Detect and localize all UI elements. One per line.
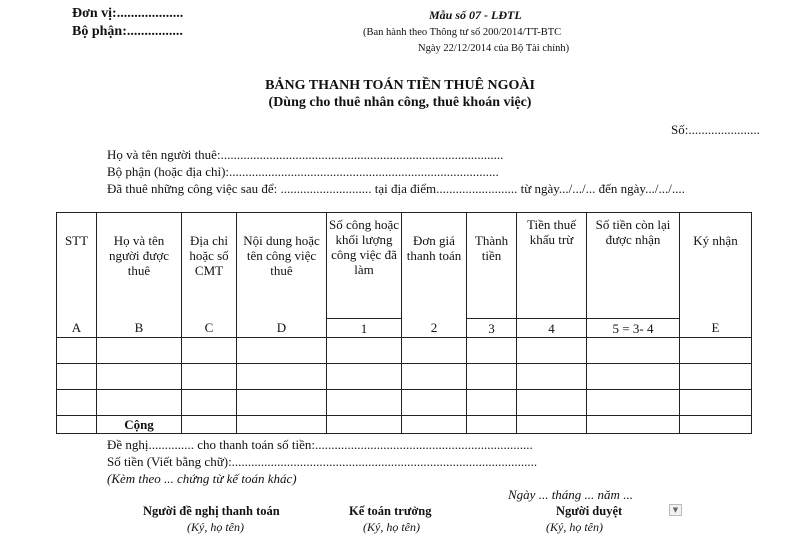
column-header: STT (57, 213, 97, 319)
column-header: Thành tiền (467, 213, 517, 319)
table-total-row (57, 416, 752, 434)
unit-label: Đơn vị:................... (72, 6, 184, 21)
column-header: Địa chỉ hoặc số CMT (182, 213, 237, 319)
approver-signature-note: (Ký, họ tên) (546, 520, 603, 534)
renter-dept-line: Bộ phận (hoặc địa chỉ):................................................................................... (107, 164, 499, 179)
column-header: Số công hoặc khối lượng công việc đã làm (327, 213, 402, 319)
column-header: Ký nhận (680, 213, 752, 319)
column-code: C (182, 319, 237, 338)
document-number: Số:...................... (671, 122, 760, 137)
column-code: E (680, 319, 752, 338)
signing-date-line: Ngày ... tháng ... năm ... (508, 487, 633, 502)
issued-date: Ngày 22/12/2014 của Bộ Tài chính) (418, 43, 570, 54)
column-code: 4 (517, 319, 587, 338)
renter-name-line: Họ và tên người thuê:....................................................................................... (107, 147, 504, 162)
table-row (57, 390, 752, 416)
column-code: A (57, 319, 97, 338)
issued-by: (Ban hành theo Thông tư số 200/2014/TT-BTC (363, 27, 562, 38)
column-code: 3 (467, 319, 517, 338)
chief-accountant-signature-note: (Ký, họ tên) (363, 520, 420, 534)
payment-request-line: Đề nghị.............. cho thanh toán số tiền:................................................................... (107, 437, 533, 452)
column-header: Số tiền còn lại được nhận (587, 213, 680, 319)
amount-in-words-line: Số tiền (Viết bằng chữ):.............................................................................................. (107, 454, 538, 469)
payment-table (56, 212, 752, 434)
column-code: 2 (402, 319, 467, 338)
document-title: BẢNG THANH TOÁN TIỀN THUÊ NGOÀI (265, 78, 535, 93)
column-header: Họ và tên người được thuê (97, 213, 182, 319)
column-header: Nội dung hoặc tên công việc thuê (237, 213, 327, 319)
column-header: Đơn giá thanh toán (402, 213, 467, 319)
table-row (57, 338, 752, 364)
column-code: D (237, 319, 327, 338)
column-header: Tiền thuế khấu trừ (517, 213, 587, 319)
table-header-row (57, 213, 752, 319)
table-code-row (57, 319, 752, 338)
department-label: Bộ phận:................ (72, 24, 183, 39)
column-code: 1 (327, 319, 402, 338)
table-row (57, 364, 752, 390)
requester-signature-note: (Ký, họ tên) (187, 520, 244, 534)
chief-accountant-signature-title: Kế toán trưởng (349, 504, 432, 518)
attached-documents-line: (Kèm theo ... chứng từ kế toán khác) (107, 471, 297, 486)
scroll-down-icon[interactable]: ▼ (669, 504, 682, 516)
work-description-line: Đã thuê những công việc sau để: ............................ tại địa điểm......................... từ ngày.../.../... đến ngày.../.../.... (107, 181, 685, 196)
column-code: 5 = 3- 4 (587, 319, 680, 338)
column-code: B (97, 319, 182, 338)
total-label: Cộng (97, 416, 182, 434)
approver-signature-title: Người duyệt (556, 504, 623, 518)
document-subtitle: (Dùng cho thuê nhân công, thuê khoán việc) (268, 95, 532, 110)
requester-signature-title: Người đề nghị thanh toán (143, 504, 280, 518)
form-number: Mẫu số 07 - LĐTL (429, 8, 522, 22)
